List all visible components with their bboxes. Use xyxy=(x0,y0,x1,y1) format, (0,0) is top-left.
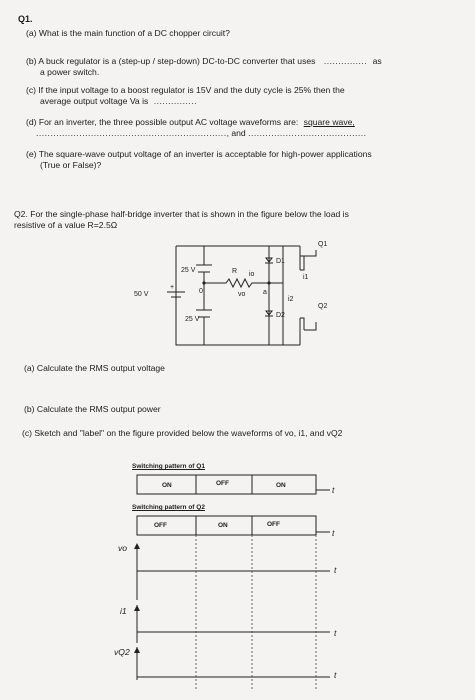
circuit-node-a: a xyxy=(263,289,267,296)
vq2-time-label: t xyxy=(334,670,337,680)
i1-time-label: t xyxy=(334,628,337,638)
vo-label: vo xyxy=(118,543,128,553)
q1-part-d-underlined: square wave, xyxy=(303,117,355,127)
circuit-q2-label: Q2 xyxy=(318,303,328,310)
q1-part-c-blank: ............... xyxy=(153,96,198,106)
q1-part-c-line1: (c) If the input voltage to a boost regulator is 15V and the duty cycle is 25% then the xyxy=(26,85,345,95)
q1-state-3: ON xyxy=(276,482,286,489)
q1-part-d-and: , and xyxy=(226,128,246,138)
q2-state-1: OFF xyxy=(154,522,167,529)
q2-state-2: ON xyxy=(218,522,228,529)
q2-part-a: (a) Calculate the RMS output voltage xyxy=(24,363,165,373)
i1-axis-arrow xyxy=(134,605,140,611)
circuit-d2-label: D2 xyxy=(276,312,285,319)
vq2-axis-arrow xyxy=(134,647,140,653)
circuit-source-plus: + xyxy=(170,284,175,291)
q1-part-d-blank2: ......................................... xyxy=(248,128,367,138)
circuit-node-zero: 0 xyxy=(199,288,203,295)
q1-title: Q1. xyxy=(18,14,33,24)
q1-part-d-blank1: .................................................................. xyxy=(36,128,227,138)
q1-part-e-line2: (True or False)? xyxy=(40,160,102,170)
q1-state-1: ON xyxy=(162,482,172,489)
q1-part-d-text: (d) For an inverter, the three possible output AC voltage waveforms are: xyxy=(26,117,299,127)
circuit-cap-bottom-label: 25 V xyxy=(185,316,200,323)
q1-part-e-line1: (e) The square-wave output voltage of an inverter is acceptable for high-power applications xyxy=(26,149,372,159)
q2-part-b: (b) Calculate the RMS output power xyxy=(24,404,161,414)
q1-part-b-line2: a power switch. xyxy=(40,67,100,77)
q2-pattern-title: Switching pattern of Q2 xyxy=(132,504,205,511)
vq2-label: vQ2 xyxy=(114,647,130,657)
circuit-source-label: 50 V xyxy=(134,291,149,298)
circuit-i2-label: i2 xyxy=(288,296,294,303)
circuit-d1-label: D1 xyxy=(276,258,285,265)
q1-part-b-text: (b) A buck regulator is a (step-up / step-down) DC-to-DC converter that uses xyxy=(26,56,316,66)
circuit-current-label: io xyxy=(249,271,255,278)
vo-axis-arrow xyxy=(134,543,140,549)
q2-title-line2: resistive of a value R=2.5Ω xyxy=(14,220,118,230)
q1-part-b-blank: ............... xyxy=(323,56,368,66)
q1-part-c-text: average output voltage Va is xyxy=(40,96,149,106)
i1-label: i1 xyxy=(120,606,127,616)
circuit-resistor-label: R xyxy=(232,268,238,275)
q2-title-line1: Q2. For the single-phase half-bridge inverter that is shown in the figure below the load is xyxy=(14,209,349,219)
circuit-i1-label: i1 xyxy=(303,274,309,281)
q1-part-b-as: as xyxy=(372,56,382,66)
q2-state-3: OFF xyxy=(267,521,280,528)
q2-time-label: t xyxy=(332,528,335,538)
circuit-cap-top-label: 25 V xyxy=(181,267,196,274)
q1-part-a: (a) What is the main function of a DC chopper circuit? xyxy=(26,28,230,38)
circuit-q1-label: Q1 xyxy=(318,241,328,248)
q2-part-c: (c) Sketch and "label" on the figure provided below the waveforms of vo, i1, and vQ2 xyxy=(22,428,343,438)
q1-state-2: OFF xyxy=(216,480,229,487)
vo-time-label: t xyxy=(334,565,337,575)
circuit-vo-label: vo xyxy=(238,291,246,298)
q1-pattern-title: Switching pattern of Q1 xyxy=(132,463,205,470)
q1-time-label: t xyxy=(332,485,335,495)
